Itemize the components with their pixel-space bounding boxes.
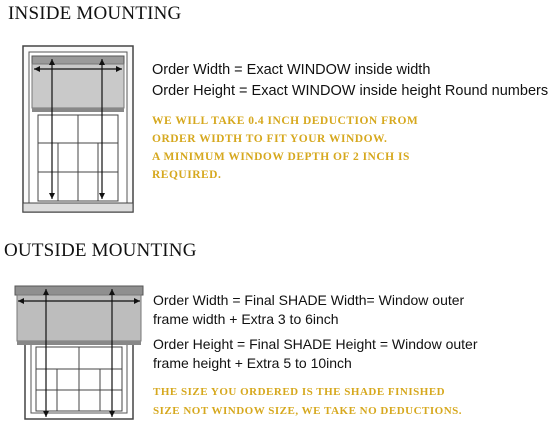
outside-note-line-1: THE SIZE YOU ORDERED IS THE SHADE FINISHED	[153, 386, 446, 398]
outside-order-height-line-2: frame height + Extra 5 to 10inch	[153, 355, 352, 371]
inside-note-line-3: A MINIMUM WINDOW DEPTH OF 2 INCH IS	[152, 151, 410, 163]
outside-note-line-2: SIZE NOT WINDOW SIZE, WE TAKE NO DEDUCTIONS.	[153, 405, 463, 417]
outside-mount-window-illustration	[14, 283, 144, 421]
inside-mounting-heading: INSIDE MOUNTING	[8, 3, 182, 24]
inside-note-line-1: WE WILL TAKE 0.4 INCH DEDUCTION FROM	[152, 115, 419, 127]
inside-order-width-text: Order Width = Exact WINDOW inside width	[152, 62, 431, 78]
outside-mounting-heading: OUTSIDE MOUNTING	[4, 240, 197, 261]
inside-mount-window-illustration	[22, 45, 134, 215]
inside-order-height-text: Order Height = Exact WINDOW inside height Round numbers	[152, 83, 548, 99]
outside-order-width-line-1: Order Width = Final SHADE Width= Window outer	[153, 292, 465, 308]
outside-order-height-line-1: Order Height = Final SHADE Height = Window outer	[153, 336, 478, 352]
inside-note-line-4: REQUIRED.	[152, 169, 222, 181]
outside-order-width-line-2: frame width + Extra 3 to 6inch	[153, 311, 339, 327]
inside-note-line-2: ORDER WIDTH TO FIT YOUR WINDOW.	[152, 133, 388, 145]
